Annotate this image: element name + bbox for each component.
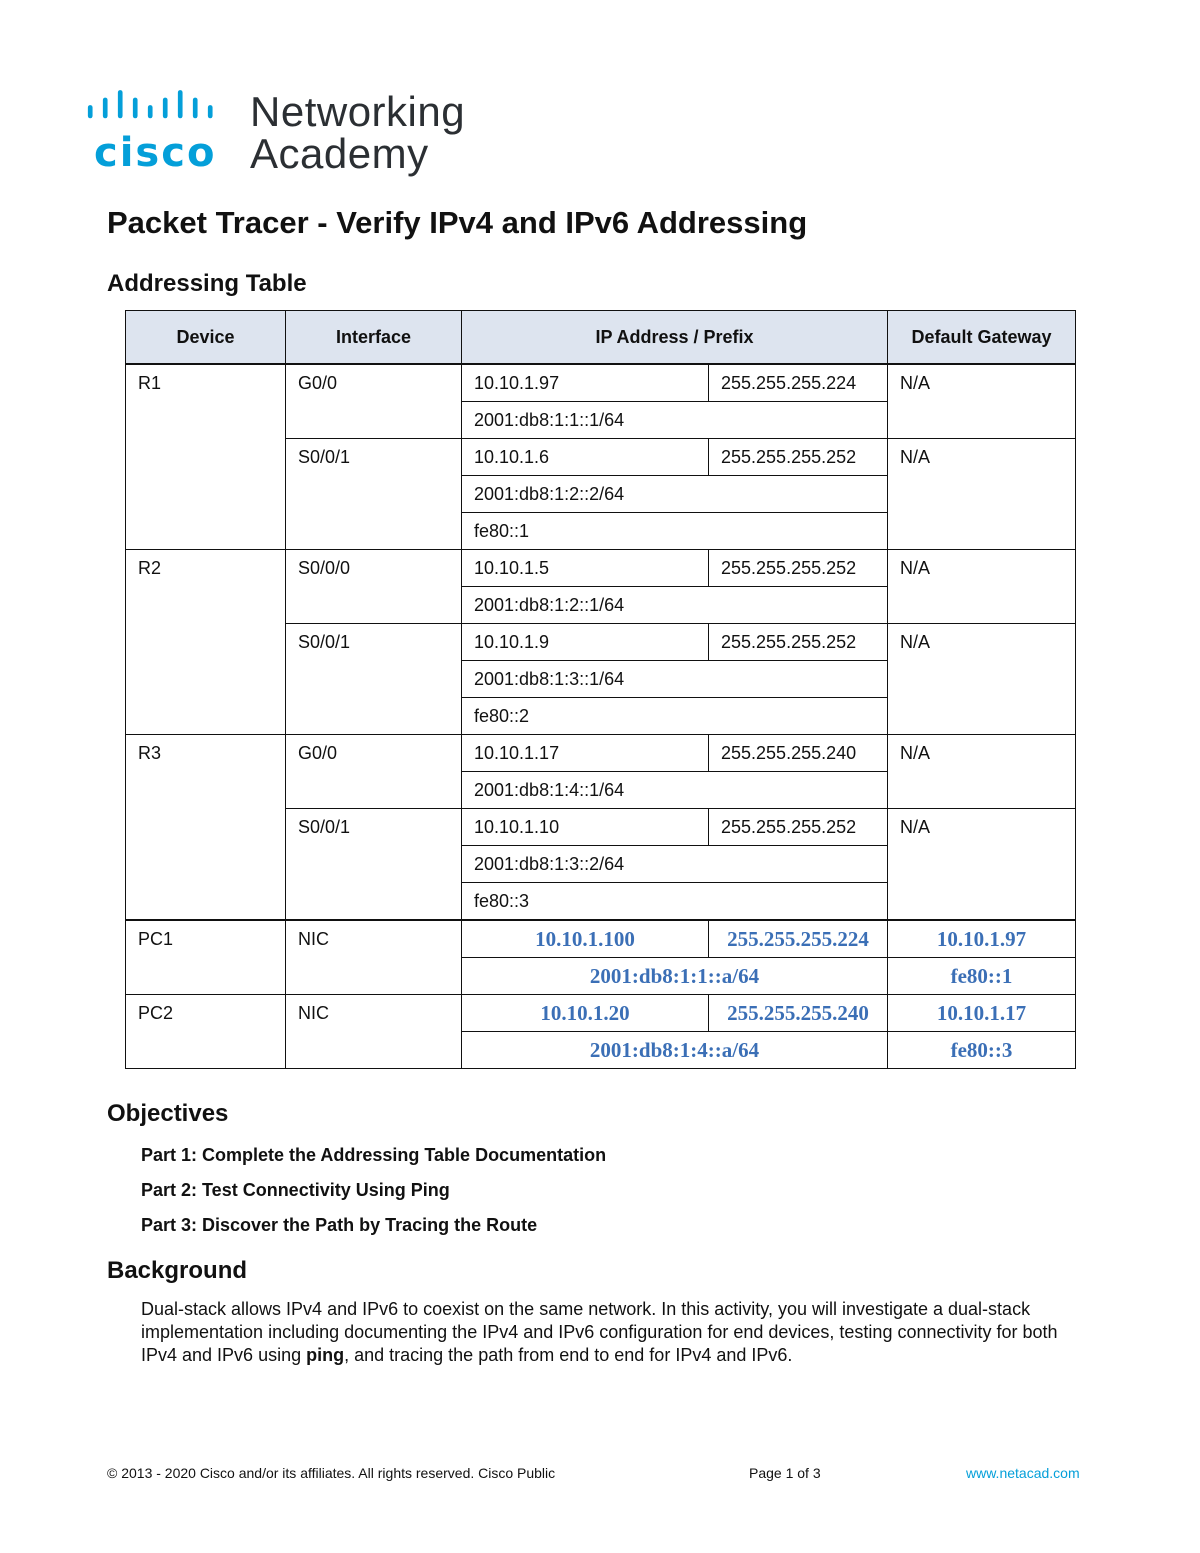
ipv6-cell: 2001:db8:1:2::2/64 <box>462 476 888 513</box>
table-row <box>126 364 1076 402</box>
mask-cell: 255.255.255.224 <box>709 364 888 402</box>
logo-academy: Academy <box>250 130 429 177</box>
table-row <box>126 920 1076 958</box>
objective-item: Part 3: Discover the Path by Tracing the Route <box>141 1215 538 1235</box>
ipv4-cell: 10.10.1.9 <box>462 624 709 661</box>
addressing-table <box>125 310 1076 1069</box>
mask-cell: 255.255.255.252 <box>709 439 888 476</box>
interface-cell: S0/0/1 <box>286 439 462 550</box>
gateway-cell: N/A <box>888 735 1076 809</box>
interface-cell: S0/0/0 <box>286 550 462 624</box>
device-cell: R3 <box>126 735 286 921</box>
gateway6-answer-cell: fe80::3 <box>888 1032 1076 1069</box>
header-default-gateway: Default Gateway <box>888 311 1076 365</box>
link-local-cell: fe80::2 <box>462 698 888 735</box>
background-heading: Background <box>107 1257 248 1284</box>
interface-cell: S0/0/1 <box>286 809 462 921</box>
footer-link[interactable]: www.netacad.com <box>966 1465 1080 1481</box>
gateway-cell: N/A <box>888 624 1076 735</box>
mask-cell: 255.255.255.240 <box>709 735 888 772</box>
mask-cell: 255.255.255.252 <box>709 624 888 661</box>
logo-networking: Networking <box>250 88 466 135</box>
mask-cell: 255.255.255.252 <box>709 809 888 846</box>
gateway-cell: N/A <box>888 809 1076 921</box>
ipv4-cell: 10.10.1.6 <box>462 439 709 476</box>
ipv6-cell: 2001:db8:1:3::1/64 <box>462 661 888 698</box>
device-cell: PC2 <box>126 995 286 1069</box>
gateway-answer-cell: 10.10.1.97 <box>888 920 1076 958</box>
table-row <box>126 550 1076 587</box>
device-cell: PC1 <box>126 920 286 995</box>
ipv6-answer-cell: 2001:db8:1:4::a/64 <box>462 1032 888 1069</box>
link-local-cell: fe80::3 <box>462 883 888 921</box>
header-ip-address: IP Address / Prefix <box>462 311 888 365</box>
addressing-heading: Addressing Table <box>107 270 307 297</box>
interface-cell: G0/0 <box>286 364 462 439</box>
footer-page-number: Page 1 of 3 <box>749 1465 821 1481</box>
header-device: Device <box>126 311 286 365</box>
mask-answer-cell: 255.255.255.224 <box>709 920 888 958</box>
background-text-part: , and tracing the path from end to end for IPv4 and IPv6. <box>344 1345 793 1365</box>
gateway6-answer-cell: fe80::1 <box>888 958 1076 995</box>
ipv4-cell: 10.10.1.17 <box>462 735 709 772</box>
interface-cell: NIC <box>286 920 462 995</box>
header-interface: Interface <box>286 311 462 365</box>
gateway-cell: N/A <box>888 550 1076 624</box>
ipv6-answer-cell: 2001:db8:1:1::a/64 <box>462 958 888 995</box>
objective-item: Part 1: Complete the Addressing Table Documentation <box>141 1145 607 1165</box>
ipv4-cell: 10.10.1.97 <box>462 364 709 402</box>
footer-copyright: © 2013 - 2020 Cisco and/or its affiliates. All rights reserved. Cisco Public <box>107 1465 556 1481</box>
ipv6-cell: 2001:db8:1:3::2/64 <box>462 846 888 883</box>
gateway-cell: N/A <box>888 364 1076 439</box>
background-bold-command: ping <box>306 1345 345 1365</box>
device-cell: R2 <box>126 550 286 735</box>
objectives-list <box>141 1143 606 1248</box>
gateway-cell: N/A <box>888 439 1076 550</box>
ipv6-cell: 2001:db8:1:4::1/64 <box>462 772 888 809</box>
interface-cell: NIC <box>286 995 462 1069</box>
background-paragraph <box>141 1298 1071 1367</box>
link-local-cell: fe80::1 <box>462 513 888 550</box>
device-cell: R1 <box>126 364 286 550</box>
ipv4-cell: 10.10.1.10 <box>462 809 709 846</box>
page-title: Packet Tracer - Verify IPv4 and IPv6 Addressing <box>107 205 808 240</box>
ipv6-cell: 2001:db8:1:2::1/64 <box>462 587 888 624</box>
ipv4-answer-cell: 10.10.1.20 <box>462 995 709 1032</box>
table-header-row <box>126 311 1076 365</box>
gateway-answer-cell: 10.10.1.17 <box>888 995 1076 1032</box>
interface-cell: S0/0/1 <box>286 624 462 735</box>
ipv4-answer-cell: 10.10.1.100 <box>462 920 709 958</box>
ipv4-cell: 10.10.1.5 <box>462 550 709 587</box>
mask-cell: 255.255.255.252 <box>709 550 888 587</box>
objectives-heading: Objectives <box>107 1100 229 1127</box>
background-text-part: Dual-stack allows IPv4 and IPv6 to coexist on the same network. In this activity, you will investigate a dual-stack implementation including documenting the IPv4 and IPv6 configuration for end devices, testing connectivity for both IPv4 and IPv6 using <box>141 1299 1058 1365</box>
cisco-wordmark: cisco <box>94 130 217 176</box>
interface-cell: G0/0 <box>286 735 462 809</box>
table-row <box>126 735 1076 772</box>
mask-answer-cell: 255.255.255.240 <box>709 995 888 1032</box>
table-row <box>126 995 1076 1032</box>
ipv6-cell: 2001:db8:1:1::1/64 <box>462 402 888 439</box>
objective-item: Part 2: Test Connectivity Using Ping <box>141 1180 450 1200</box>
cisco-logo-bars <box>86 88 236 126</box>
